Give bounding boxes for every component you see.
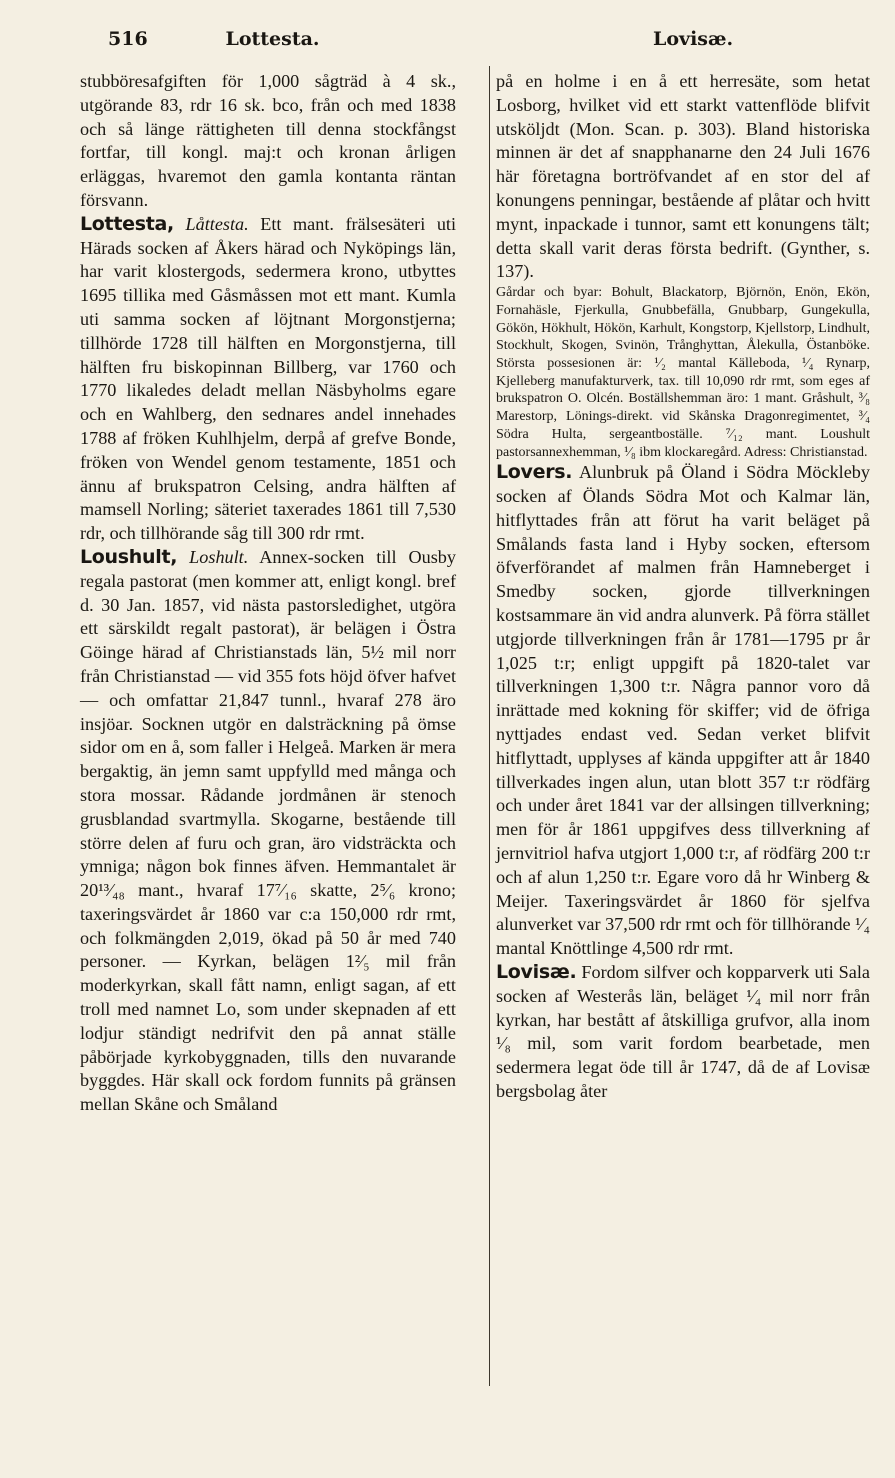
running-title-right: Lovisæ. (653, 28, 734, 50)
page-number: 516 (108, 28, 148, 50)
entry-lottesta (80, 213, 456, 546)
left-column (80, 70, 456, 1117)
variant-lottesta: Låttesta. (185, 213, 249, 234)
headword-loushult: Loushult, (80, 545, 178, 568)
entry-lovers (496, 461, 870, 961)
entry-text-lottesta: Ett mant. frälsesäteri uti Härads socken af Åkers härad och Nyköpings län, har varit klostergods, sedermera krono, utbyttes 1695 tillika med Gåsmåssen mot ett mant. Kumla uti samma socken af löjtnant Morgonstjerna; tillhörde 1728 till hälften en Morgonstjerna, till hälften fru biskopinnan Billberg, var 1760 och 1770 likaledes deladt mellan Näsbyholms egare och en Wahlberg, den sednares andel innehades 1788 af fröken Kuhlhjelm, derpå af grefve Bonde, fröken von Wendel genom testamente, 1851 och ännu af brukspatron Celsing, andra hälften af mamsell Norling; säteriet taxerades 1861 till 7,530 rdr, och tillhörande såg till 300 rdr rmt. (80, 213, 457, 544)
variant-loushult: Loshult. (189, 546, 249, 567)
entry-text-lovisae: Fordom silfver och kopparverk uti Sala socken af Westerås län, beläget ¹⁄₄ mil norr från kyrkan, har bestått af åtskilliga grufvor, alla inom ¹⁄₈ mil, som varit fordom bearbetade, men sedermera legat öde till år 1747, då de af Lovisæ bergsbolag åter (496, 961, 870, 1101)
column-divider (489, 66, 490, 1386)
right-column (496, 70, 870, 1104)
entry-text-loushult: Annex-socken till Ousby regala pastorat (men kommer att, enligt kongl. bref d. 30 Jan. 1857, vid nästa pastorsledighet, utgöra ett särskildt regalt pastorat), är belägen i Östra Göinge härad af Christianstads län, 5½ mil norr från Christianstad — vid 355 fots höjd öfver hafvet — och omfattar 21,847 tunnl., hvaraf 278 äro insjöar. Socknen utgör en dalsträckning på ömse sidor om en å, som faller i Helgeå. Marken är mera bergaktig, än jemn samt uppfylld med många och stora mossar. Rådande jordmånen är stenoch grusblandad svartmylla. Skogarne, bestående till större delen af furu och gran, äro vidsträckta och ymniga; någon bok finnes äfven. Hemmantalet är 20¹³⁄₄₈ mant., hvaraf 17⁷⁄₁₆ skatte, 2⁵⁄₆ krono; taxeringsvärdet år 1860 var c:a 150,000 rdr rmt, och folkmängden 2,019, ökad på 50 år med 740 personer. — Kyrkan, belägen 1²⁄₅ mil från moderkyrkan, skall fått namn, enligt sagan, af ett troll med namnet Lo, som under skepnaden af ett lodjur ständigt nedrifvit den på annat ställe påbörjade kyrkobyggnaden, tills den nuvarande byggdes. Här skall ock fordom funnits på gränsen mellan Skåne och Småland (80, 546, 456, 1115)
intro-paragraph: stubböresafgiften för 1,000 sågträd à 4 sk., utgörande 83, rdr 16 sk. bco, från och med 1838 och så länge rättigheten till denna stockfångst fortfar, till kongl. maj:t och kronan årligen erläggas, hvaremot den gamla kontanta räntan försvann. (80, 71, 456, 210)
headword-lottesta: Lottesta, (80, 212, 174, 235)
entry-loushult (80, 546, 456, 1117)
entry-lovisae (496, 961, 870, 1104)
running-title: Lottesta. (225, 28, 320, 50)
continuation-paragraph: på en holme i en å ett herresäte, som hetat Losborg, hvilket vid ett starkt vattenflöde blifvit utsköljdt (Mon. Scan. p. 303). Bland historiska minnen är det af snapphanarne den 24 Juli 1676 här företagna bortröfvandet af en stor del af konungens penningar, bestående af plåtar och hvitt mynt, inpackade i tunnor, samt ett konungens tält; detta skall varit deras första bedrift. (Gynther, s. 137). (496, 71, 870, 282)
headword-lovisae: Lovisæ. (496, 960, 577, 983)
entry-text-lovers: Alunbruk på Öland i Södra Möckleby socken af Ölands Södra Mot och Kalmar län, hitflyttades från att förut ha varit beläget på Smålands fasta land i Hyby socken, eftersom öfverförandet af malmen från Hamneberget i Smedby socken, gjorde tillverkningen kostsammare än vid andra alunverk. På förra stället utgjorde tillverkningen från år 1781—1795 pr år 1,025 t:r; enligt uppgift på 1820-talet var tillverkningen 1,300 t:r. Några pannor voro då inrättade med kokning för skiffer; vid de öfriga nyttjades endast ved. Sedan verket blifvit hitflyttadt, upplyses af kända uppgifter att år 1840 tillverkades ingen alun, utan blott 357 t:r rödfärg och under året 1841 var der allsingen tillverkning; men för år 1861 uppgifves dess tillverkning af jernvitriol hafva utgjort 1,000 t:r, af rödfärg 200 t:r och af alun 1,250 t:r. Egare voro då hr Winberg & Meijer. Taxeringsvärdet år 1860 för sjelfva alunverket var 37,500 rdr rmt och för tillhörande ¹⁄₄ mantal Knöttlinge 4,500 rdr rmt. (496, 462, 870, 959)
small-print-farms: Gårdar och byar: Bohult, Blackatorp, Björnön, Enön, Ekön, Fornahäsle, Fjerkulla, Gnubbefälla, Gnubbarp, Gungekulla, Gökön, Hökhult, Hökön, Karhult, Kongstorp, Kjellstorp, Lindhult, Stockhult, Skogen, Svinön, Trånghyttan, Ålekulla, Östanböke. Största possesionen är: ¹⁄₂ mantal Källeboda, ¹⁄₄ Rynarp, Kjelleberg manufakturverk, tax. till 10,090 rdr rmt, som eges af brukspatron O. Olcén. Boställshemman äro: 1 mant. Gråshult, ³⁄₈ Marestorp, Lönings-direkt. vid Skånska Dragonregimentet, ³⁄₄ Södra Hulta, sergeantboställe. ⁷⁄₁₂ mant. Loushult pastorsannexhemman, ¹⁄₈ ibm klockaregård. Adress: Christianstad. (496, 285, 870, 460)
headword-lovers: Lovers. (496, 461, 573, 484)
page-header (0, 28, 895, 62)
